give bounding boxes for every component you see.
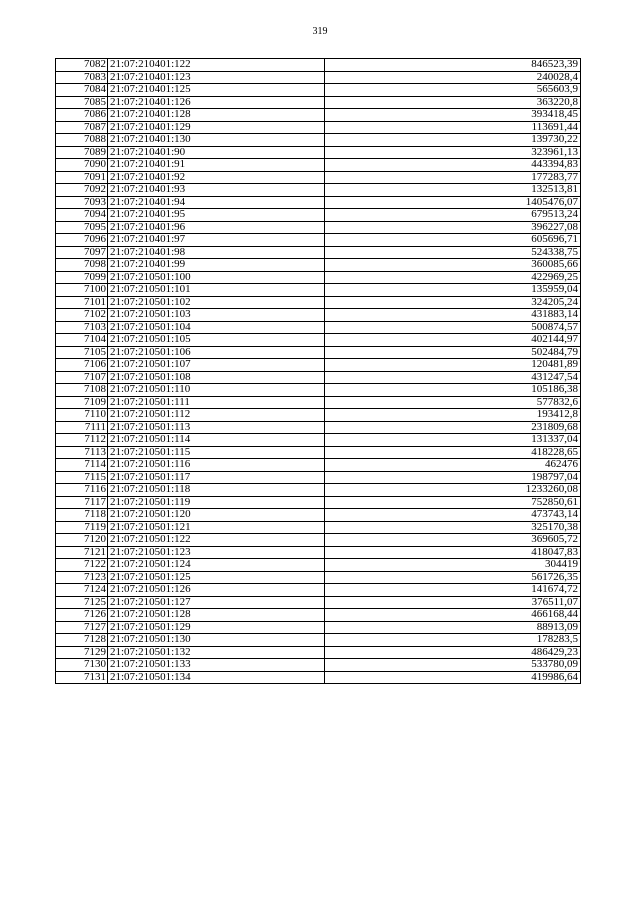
row-number: 7087 [56,121,108,134]
table-row [56,459,581,472]
row-number: 7128 [56,634,108,647]
cadastral-number: 21:07:210501:118 [108,484,325,497]
table-row [56,371,581,384]
cadastral-number: 21:07:210501:101 [108,284,325,297]
row-number: 7082 [56,59,108,72]
cadastral-number: 21:07:210401:99 [108,259,325,272]
row-number: 7113 [56,446,108,459]
cadastral-value: 486429,23 [325,646,581,659]
cadastral-value: 325170,38 [325,521,581,534]
cadastral-value: 419986,64 [325,671,581,684]
cadastral-number: 21:07:210501:117 [108,471,325,484]
cadastral-number: 21:07:210401:128 [108,109,325,122]
table-row [56,159,581,172]
cadastral-value: 88913,09 [325,621,581,634]
row-number: 7105 [56,346,108,359]
row-number: 7102 [56,309,108,322]
row-number: 7104 [56,334,108,347]
table-row [56,296,581,309]
row-number: 7094 [56,209,108,222]
table-row [56,284,581,297]
cadastral-value: 393418,45 [325,109,581,122]
row-number: 7119 [56,521,108,534]
table-row [56,321,581,334]
cadastral-value: 561726,35 [325,571,581,584]
table-row [56,309,581,322]
cadastral-value: 422969,25 [325,271,581,284]
cadastral-number: 21:07:210501:106 [108,346,325,359]
table-row [56,646,581,659]
row-number: 7106 [56,359,108,372]
cadastral-value: 462476 [325,459,581,472]
cadastral-number: 21:07:210501:123 [108,546,325,559]
cadastral-value: 323961,13 [325,146,581,159]
cadastral-value: 846523,39 [325,59,581,72]
cadastral-number: 21:07:210401:97 [108,234,325,247]
table-row [56,509,581,522]
table-row [56,171,581,184]
table-row [56,71,581,84]
cadastral-value: 500874,57 [325,321,581,334]
table-row [56,471,581,484]
cadastral-number: 21:07:210401:126 [108,96,325,109]
row-number: 7123 [56,571,108,584]
cadastral-value: 304419 [325,559,581,572]
table-row [56,209,581,222]
cadastral-number: 21:07:210401:122 [108,59,325,72]
cadastral-value: 396227,08 [325,221,581,234]
row-number: 7108 [56,384,108,397]
cadastral-number: 21:07:210401:129 [108,121,325,134]
row-number: 7103 [56,321,108,334]
row-number: 7096 [56,234,108,247]
cadastral-value: 402144,97 [325,334,581,347]
cadastral-number: 21:07:210501:126 [108,584,325,597]
cadastral-value: 324205,24 [325,296,581,309]
row-number: 7101 [56,296,108,309]
row-number: 7112 [56,434,108,447]
row-number: 7120 [56,534,108,547]
cadastral-number: 21:07:210401:90 [108,146,325,159]
row-number: 7086 [56,109,108,122]
row-number: 7099 [56,271,108,284]
cadastral-value: 443394,83 [325,159,581,172]
cadastral-value: 376511,07 [325,596,581,609]
cadastral-number: 21:07:210501:120 [108,509,325,522]
cadastral-value: 363220,8 [325,96,581,109]
table-row [56,609,581,622]
cadastral-number: 21:07:210501:111 [108,396,325,409]
row-number: 7126 [56,609,108,622]
cadastral-number: 21:07:210501:113 [108,421,325,434]
cadastral-number: 21:07:210401:123 [108,71,325,84]
table-row [56,396,581,409]
cadastral-value: 418047,83 [325,546,581,559]
table-row [56,596,581,609]
table-row [56,409,581,422]
table-row [56,484,581,497]
cadastral-number: 21:07:210401:125 [108,84,325,97]
cadastral-number: 21:07:210501:114 [108,434,325,447]
cadastral-value: 466168,44 [325,609,581,622]
table-row [56,259,581,272]
cadastral-number: 21:07:210501:119 [108,496,325,509]
row-number: 7093 [56,196,108,209]
table-row [56,584,581,597]
row-number: 7115 [56,471,108,484]
cadastral-number: 21:07:210401:98 [108,246,325,259]
cadastral-number: 21:07:210401:93 [108,184,325,197]
row-number: 7109 [56,396,108,409]
cadastral-value: 524338,75 [325,246,581,259]
row-number: 7088 [56,134,108,147]
row-number: 7130 [56,659,108,672]
row-number: 7114 [56,459,108,472]
table-body [56,59,581,684]
table-row [56,421,581,434]
cadastral-number: 21:07:210401:95 [108,209,325,222]
cadastral-value: 141674,72 [325,584,581,597]
row-number: 7107 [56,371,108,384]
table-row [56,59,581,72]
cadastral-number: 21:07:210501:121 [108,521,325,534]
table-row [56,134,581,147]
table-row [56,659,581,672]
cadastral-value: 113691,44 [325,121,581,134]
cadastral-number: 21:07:210501:122 [108,534,325,547]
cadastral-number: 21:07:210401:91 [108,159,325,172]
row-number: 7095 [56,221,108,234]
row-number: 7129 [56,646,108,659]
cadastral-number: 21:07:210501:124 [108,559,325,572]
row-number: 7116 [56,484,108,497]
table-row [56,246,581,259]
cadastral-value: 131337,04 [325,434,581,447]
cadastral-number: 21:07:210501:108 [108,371,325,384]
table-row [56,359,581,372]
table-row [56,384,581,397]
cadastral-number: 21:07:210501:103 [108,309,325,322]
cadastral-number: 21:07:210401:96 [108,221,325,234]
cadastral-value: 120481,89 [325,359,581,372]
row-number: 7117 [56,496,108,509]
cadastral-value: 418228,65 [325,446,581,459]
table-row [56,346,581,359]
row-number: 7089 [56,146,108,159]
table-row [56,496,581,509]
cadastral-number: 21:07:210501:132 [108,646,325,659]
cadastral-value: 1405476,07 [325,196,581,209]
cadastral-value: 752850,61 [325,496,581,509]
cadastral-value: 360085,66 [325,259,581,272]
table-row [56,434,581,447]
row-number: 7118 [56,509,108,522]
row-number: 7084 [56,84,108,97]
cadastral-number: 21:07:210501:125 [108,571,325,584]
table-row [56,671,581,684]
row-number: 7121 [56,546,108,559]
row-number: 7090 [56,159,108,172]
table-row [56,621,581,634]
cadastral-value: 240028,4 [325,71,581,84]
row-number: 7097 [56,246,108,259]
cadastral-value: 605696,71 [325,234,581,247]
cadastral-number: 21:07:210501:104 [108,321,325,334]
cadastral-value: 105186,38 [325,384,581,397]
cadastral-number: 21:07:210501:128 [108,609,325,622]
page-number: 319 [312,26,328,37]
row-number: 7091 [56,171,108,184]
cadastral-number: 21:07:210401:94 [108,196,325,209]
table-row [56,546,581,559]
table-row [56,221,581,234]
cadastral-number: 21:07:210501:130 [108,634,325,647]
cadastral-value: 502484,79 [325,346,581,359]
cadastral-number: 21:07:210501:105 [108,334,325,347]
cadastral-value: 565603,9 [325,84,581,97]
cadastral-number: 21:07:210501:133 [108,659,325,672]
table-row [56,534,581,547]
cadastral-value: 231809,68 [325,421,581,434]
cadastral-number: 21:07:210501:110 [108,384,325,397]
cadastral-value: 135959,04 [325,284,581,297]
table-row [56,334,581,347]
cadastral-value: 193412,8 [325,409,581,422]
row-number: 7122 [56,559,108,572]
cadastral-number: 21:07:210501:129 [108,621,325,634]
row-number: 7083 [56,71,108,84]
row-number: 7131 [56,671,108,684]
table-row [56,184,581,197]
row-number: 7110 [56,409,108,422]
table-row [56,84,581,97]
row-number: 7098 [56,259,108,272]
table-row [56,196,581,209]
cadastral-number: 21:07:210501:102 [108,296,325,309]
row-number: 7085 [56,96,108,109]
cadastral-number: 21:07:210501:127 [108,596,325,609]
cadastral-number: 21:07:210501:100 [108,271,325,284]
cadastral-value: 1233260,08 [325,484,581,497]
cadastral-value: 679513,24 [325,209,581,222]
cadastral-number: 21:07:210401:92 [108,171,325,184]
table-row [56,109,581,122]
row-number: 7100 [56,284,108,297]
cadastral-value: 533780,09 [325,659,581,672]
table-row [56,96,581,109]
cadastral-value: 177283,77 [325,171,581,184]
table-row [56,571,581,584]
cadastral-number: 21:07:210401:130 [108,134,325,147]
table-row [56,559,581,572]
table-row [56,146,581,159]
cadastral-value: 132513,81 [325,184,581,197]
cadastral-value-table [55,58,581,684]
row-number: 7111 [56,421,108,434]
row-number: 7125 [56,596,108,609]
table-row [56,634,581,647]
cadastral-value: 178283,5 [325,634,581,647]
cadastral-value: 577832,6 [325,396,581,409]
table-row [56,234,581,247]
table-row [56,271,581,284]
cadastral-value: 431247,54 [325,371,581,384]
cadastral-value: 473743,14 [325,509,581,522]
row-number: 7127 [56,621,108,634]
cadastral-number: 21:07:210501:115 [108,446,325,459]
cadastral-number: 21:07:210501:134 [108,671,325,684]
table-row [56,121,581,134]
cadastral-value: 139730,22 [325,134,581,147]
table-row [56,446,581,459]
cadastral-number: 21:07:210501:112 [108,409,325,422]
table-row [56,521,581,534]
cadastral-value: 198797,04 [325,471,581,484]
row-number: 7092 [56,184,108,197]
cadastral-value: 431883,14 [325,309,581,322]
cadastral-number: 21:07:210501:116 [108,459,325,472]
cadastral-value: 369605,72 [325,534,581,547]
cadastral-number: 21:07:210501:107 [108,359,325,372]
row-number: 7124 [56,584,108,597]
